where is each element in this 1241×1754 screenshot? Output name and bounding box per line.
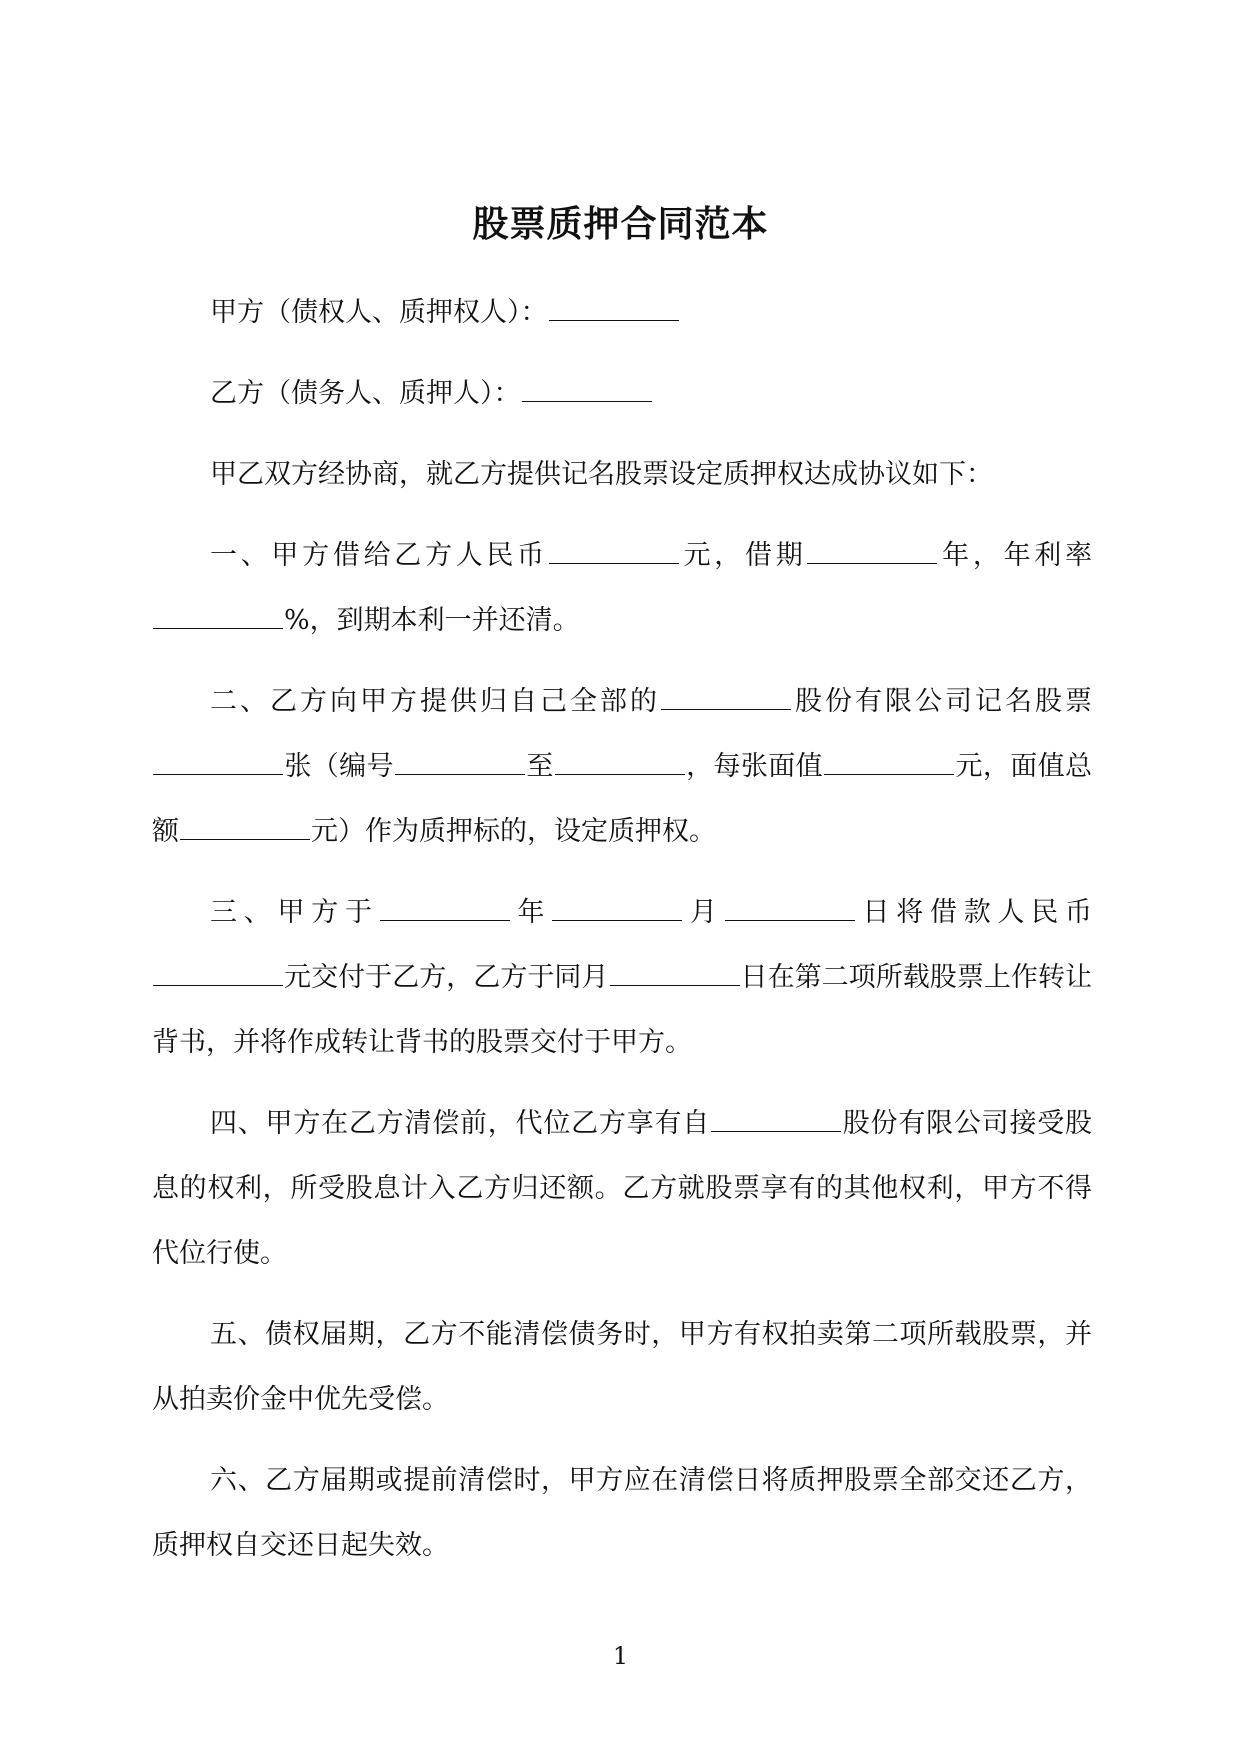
paragraph-text: 年，年利率 — [938, 540, 1093, 571]
fill-in-blank — [661, 708, 791, 710]
paragraph-text: 至 — [525, 751, 554, 782]
paragraph-text: 股份有限公司接受股息的权利，所受股息计入乙方归还额。乙方就股票享有的其他权利，甲方不得代位行使。 — [152, 1108, 1092, 1269]
fill-in-blank — [395, 773, 525, 775]
paragraph-party-b — [152, 361, 1092, 426]
fill-in-blank — [522, 400, 652, 402]
fill-in-blank — [180, 838, 310, 840]
paragraph-text: 股份有限公司记名股票 — [792, 686, 1092, 717]
fill-in-blank — [552, 919, 682, 921]
paragraph-text: 日在第二项所载股票上作转让背书，并将作成转让背书的股票交付于甲方。 — [152, 962, 1092, 1058]
fill-in-blank — [153, 984, 283, 986]
paragraph-text: 月 — [683, 897, 724, 928]
paragraph-text: 三、甲方于 — [210, 897, 379, 928]
fill-in-blank — [807, 562, 937, 564]
document-title: 股票质押合同范本 — [472, 203, 769, 245]
paragraph-text: 乙方（债务人、质押人）： — [210, 378, 521, 409]
fill-in-blank — [824, 773, 954, 775]
document-body — [152, 280, 1092, 1594]
fill-in-blank — [610, 984, 740, 986]
fill-in-blank — [711, 1130, 841, 1132]
paragraph-text: %，到期本利一并还清。 — [284, 605, 580, 636]
fill-in-blank — [549, 319, 679, 321]
paragraph-text: 五、债权届期，乙方不能清偿债务时，甲方有权拍卖第二项所载股票，并从拍卖价金中优先受偿。 — [152, 1319, 1092, 1415]
paragraph-text: 元，面值总额 — [152, 751, 1093, 847]
paragraph-text: 甲乙双方经协商，就乙方提供记名股票设定质押权达成协议如下： — [210, 459, 993, 490]
paragraph-text: 甲方（债权人、质押权人）： — [210, 297, 548, 328]
paragraph-text: 年 — [510, 897, 552, 928]
paragraph-text: 一、甲方借给乙方人民币 — [210, 540, 548, 571]
paragraph-clause-2 — [152, 669, 1092, 864]
fill-in-blank — [555, 773, 685, 775]
fill-in-blank — [153, 773, 283, 775]
paragraph-text: 元，借期 — [679, 540, 807, 571]
paragraph-text: 四、甲方在乙方清偿前，代位乙方享有自 — [210, 1108, 710, 1139]
paragraph-text: ，每张面值 — [685, 751, 824, 782]
paragraph-text: 元交付于乙方，乙方于同月 — [284, 962, 609, 993]
paragraph-clause-1 — [152, 523, 1092, 653]
paragraph-text: 张（编号 — [284, 751, 394, 782]
paragraph-text: 二、乙方向甲方提供归自己全部的 — [210, 686, 660, 717]
fill-in-blank — [549, 562, 679, 564]
fill-in-blank — [153, 627, 283, 629]
paragraph-party-a — [152, 280, 1092, 345]
paragraph-text: 元）作为质押标的，设定质押权。 — [311, 816, 716, 847]
paragraph-text: 日将借款人民币 — [855, 897, 1092, 928]
paragraph-clause-5 — [152, 1302, 1092, 1432]
fill-in-blank — [380, 919, 510, 921]
paragraph-clause-6 — [152, 1448, 1092, 1578]
paragraph-preamble — [152, 442, 1092, 507]
fill-in-blank — [725, 919, 855, 921]
paragraph-clause-4 — [152, 1091, 1092, 1286]
paragraph-clause-3 — [152, 880, 1092, 1075]
page-number: 1 — [612, 1642, 629, 1670]
paragraph-text: 六、乙方届期或提前清偿时，甲方应在清偿日将质押股票全部交还乙方，质押权自交还日起失效。 — [152, 1465, 1092, 1561]
